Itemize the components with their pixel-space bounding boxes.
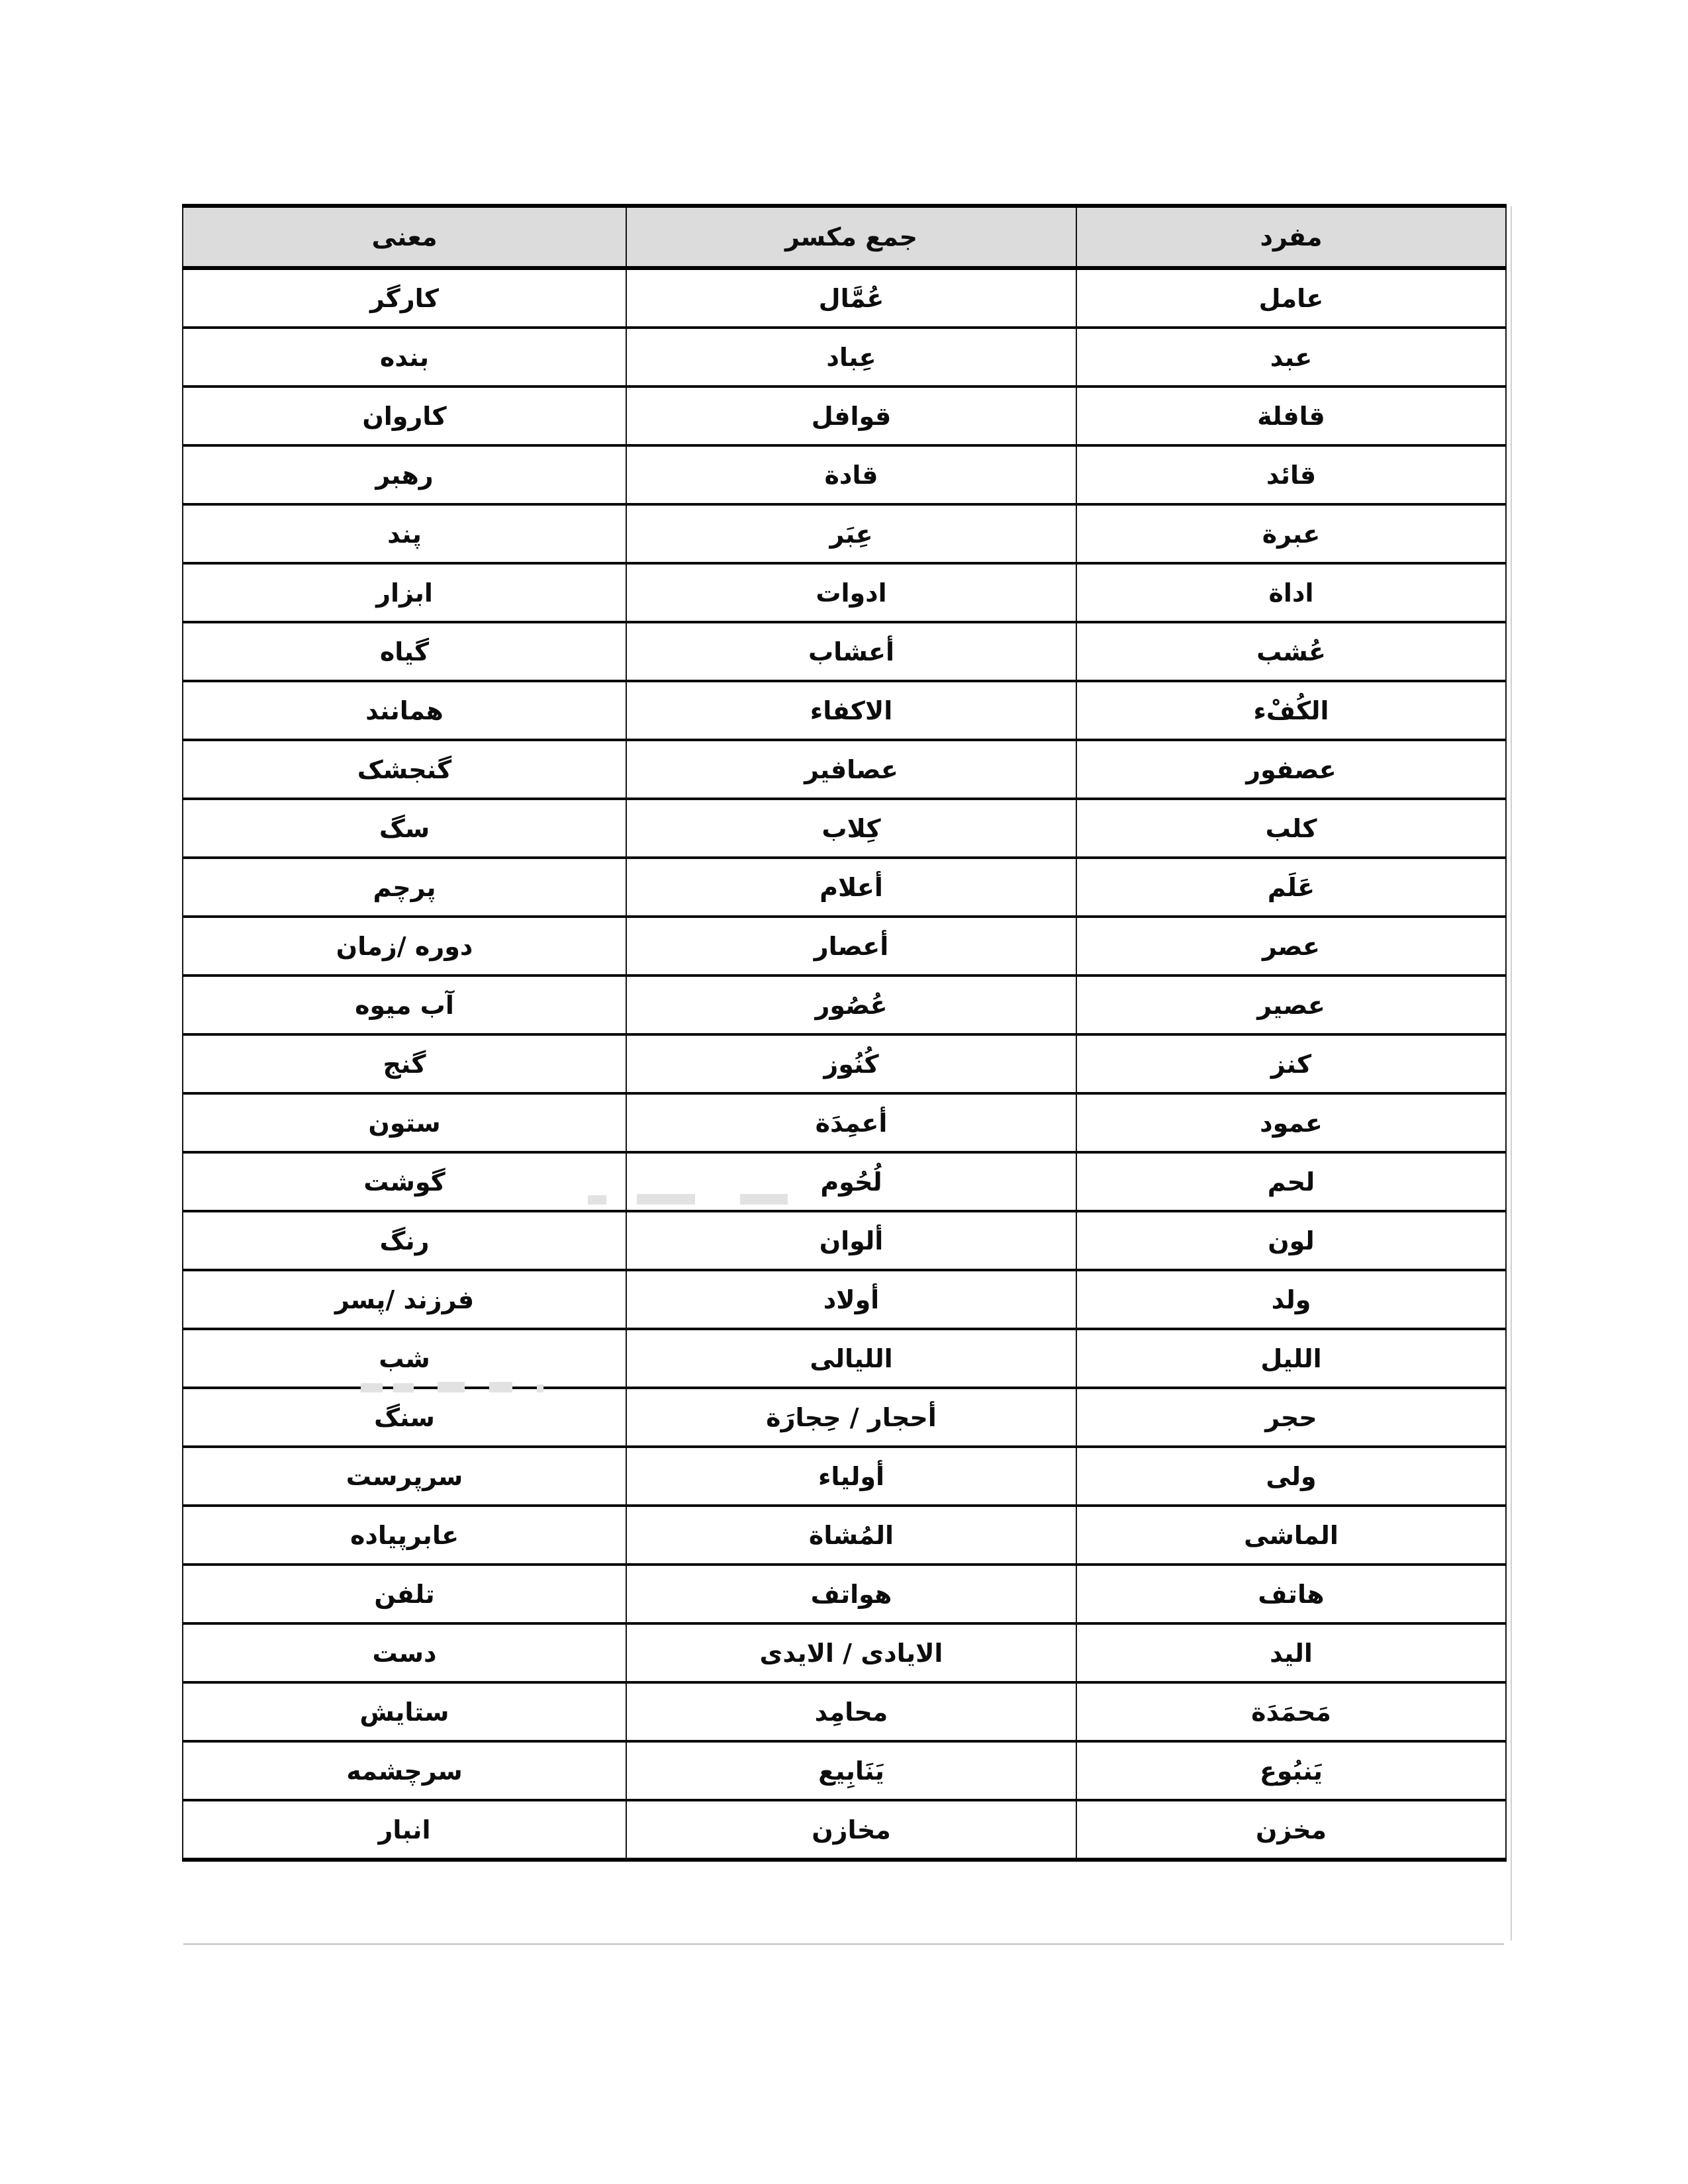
cell-meaning: پرچم xyxy=(183,858,626,917)
cell-singular: كلب xyxy=(1076,799,1506,858)
cell-meaning: ابزار xyxy=(183,563,626,622)
cell-plural: أعشاب xyxy=(626,622,1076,681)
scan-echo-right xyxy=(1511,206,1512,1940)
cell-meaning: سنگ xyxy=(183,1388,626,1447)
table-row xyxy=(183,858,1506,917)
cell-singular: عمود xyxy=(1076,1093,1506,1152)
table-row xyxy=(183,740,1506,799)
cell-plural: أعلام xyxy=(626,858,1076,917)
header-meaning: معنى xyxy=(183,206,626,268)
table-row xyxy=(183,1682,1506,1741)
cell-meaning: شب xyxy=(183,1329,626,1388)
cell-singular: عبد xyxy=(1076,328,1506,387)
cell-plural: كُنُوز xyxy=(626,1034,1076,1093)
cell-meaning: رهبر xyxy=(183,445,626,504)
cell-plural: عِبَر xyxy=(626,504,1076,563)
table-row xyxy=(183,1623,1506,1682)
cell-meaning: ستايش xyxy=(183,1682,626,1741)
cell-plural: عِباد xyxy=(626,328,1076,387)
cell-plural: هواتف xyxy=(626,1565,1076,1623)
cell-meaning: گنجشک xyxy=(183,740,626,799)
cell-plural: أحجار / حِجارَة xyxy=(626,1388,1076,1447)
cell-meaning: همانند xyxy=(183,681,626,740)
cell-plural: الاكفاء xyxy=(626,681,1076,740)
cell-meaning: آب ميوه xyxy=(183,976,626,1034)
cell-singular: لحم xyxy=(1076,1152,1506,1211)
table-row xyxy=(183,445,1506,504)
cell-meaning: گنج xyxy=(183,1034,626,1093)
table-row xyxy=(183,563,1506,622)
cell-meaning: گياه xyxy=(183,622,626,681)
cell-singular: ولد xyxy=(1076,1270,1506,1329)
cell-meaning: تلفن xyxy=(183,1565,626,1623)
cell-singular: الماشى xyxy=(1076,1506,1506,1565)
scan-echo-bottom xyxy=(183,1943,1504,1945)
cell-meaning: كارگر xyxy=(183,268,626,328)
cell-singular: اليد xyxy=(1076,1623,1506,1682)
cell-plural: الليالى xyxy=(626,1329,1076,1388)
table-row xyxy=(183,1152,1506,1211)
cell-singular: عَلَم xyxy=(1076,858,1506,917)
cell-singular: اداة xyxy=(1076,563,1506,622)
scan-artifact xyxy=(438,1382,465,1392)
table-row xyxy=(183,1034,1506,1093)
cell-meaning: دست xyxy=(183,1623,626,1682)
scan-artifact xyxy=(637,1194,695,1205)
cell-singular: حجر xyxy=(1076,1388,1506,1447)
table-row xyxy=(183,799,1506,858)
scan-artifact xyxy=(489,1382,512,1392)
cell-meaning: گوشت xyxy=(183,1152,626,1211)
cell-meaning: عابرپياده xyxy=(183,1506,626,1565)
table-row xyxy=(183,328,1506,387)
cell-singular: هاتف xyxy=(1076,1565,1506,1623)
cell-meaning: رنگ xyxy=(183,1211,626,1270)
cell-meaning: انبار xyxy=(183,1800,626,1860)
cell-meaning: سگ xyxy=(183,799,626,858)
scan-artifact xyxy=(393,1383,414,1392)
header-singular: مفرد xyxy=(1076,206,1506,268)
table-row xyxy=(183,1506,1506,1565)
cell-meaning: كاروان xyxy=(183,387,626,445)
scan-artifact xyxy=(588,1195,606,1205)
table-row xyxy=(183,387,1506,445)
cell-plural: عصافير xyxy=(626,740,1076,799)
cell-singular: كنز xyxy=(1076,1034,1506,1093)
cell-plural: أولاد xyxy=(626,1270,1076,1329)
table-row xyxy=(183,268,1506,328)
cell-singular: قائد xyxy=(1076,445,1506,504)
cell-singular: ولى xyxy=(1076,1447,1506,1506)
cell-singular: عُشب xyxy=(1076,622,1506,681)
table-row xyxy=(183,1211,1506,1270)
cell-singular: لون xyxy=(1076,1211,1506,1270)
cell-singular: عصير xyxy=(1076,976,1506,1034)
cell-meaning: پند xyxy=(183,504,626,563)
cell-plural: يَنَابِيع xyxy=(626,1741,1076,1800)
cell-meaning: بنده xyxy=(183,328,626,387)
cell-singular: عامل xyxy=(1076,268,1506,328)
table-row xyxy=(183,681,1506,740)
table-row xyxy=(183,976,1506,1034)
cell-plural: قادة xyxy=(626,445,1076,504)
vocabulary-table xyxy=(182,204,1507,1862)
cell-singular: عصر xyxy=(1076,917,1506,976)
cell-singular: عبرة xyxy=(1076,504,1506,563)
table-row xyxy=(183,1447,1506,1506)
table-row xyxy=(183,1565,1506,1623)
cell-singular: مخزن xyxy=(1076,1800,1506,1860)
cell-meaning: دوره /زمان xyxy=(183,917,626,976)
table-row xyxy=(183,1800,1506,1860)
cell-singular: الكُفْء xyxy=(1076,681,1506,740)
cell-plural: أولياء xyxy=(626,1447,1076,1506)
table-row xyxy=(183,917,1506,976)
table-row xyxy=(183,1388,1506,1447)
header-plural: جمع مكسر xyxy=(626,206,1076,268)
cell-singular: الليل xyxy=(1076,1329,1506,1388)
cell-plural: أعمِدَة xyxy=(626,1093,1076,1152)
table-row xyxy=(183,1329,1506,1388)
cell-meaning: فرزند /پسر xyxy=(183,1270,626,1329)
header-row xyxy=(183,206,1506,268)
table-row xyxy=(183,1270,1506,1329)
cell-plural: الايادى / الايدى xyxy=(626,1623,1076,1682)
table-row xyxy=(183,504,1506,563)
table-row xyxy=(183,1741,1506,1800)
cell-singular: قافلة xyxy=(1076,387,1506,445)
cell-singular: عصفور xyxy=(1076,740,1506,799)
cell-plural: قوافل xyxy=(626,387,1076,445)
cell-plural: كِلاب xyxy=(626,799,1076,858)
cell-meaning: سرپرست xyxy=(183,1447,626,1506)
scan-artifact xyxy=(740,1194,788,1205)
cell-plural: عُمَّال xyxy=(626,268,1076,328)
scan-artifact xyxy=(537,1385,543,1392)
cell-plural: مخازن xyxy=(626,1800,1076,1860)
cell-plural: المُشاة xyxy=(626,1506,1076,1565)
cell-plural: ألوان xyxy=(626,1211,1076,1270)
cell-plural: عُصُور xyxy=(626,976,1076,1034)
cell-plural: ادوات xyxy=(626,563,1076,622)
cell-singular: يَنبُوع xyxy=(1076,1741,1506,1800)
cell-plural: أعصار xyxy=(626,917,1076,976)
cell-meaning: سرچشمه xyxy=(183,1741,626,1800)
table-row xyxy=(183,622,1506,681)
scan-artifact xyxy=(361,1383,383,1392)
cell-plural: لُحُوم xyxy=(626,1152,1076,1211)
table-row xyxy=(183,1093,1506,1152)
cell-meaning: ستون xyxy=(183,1093,626,1152)
cell-plural: محامِد xyxy=(626,1682,1076,1741)
cell-singular: مَحمَدَة xyxy=(1076,1682,1506,1741)
